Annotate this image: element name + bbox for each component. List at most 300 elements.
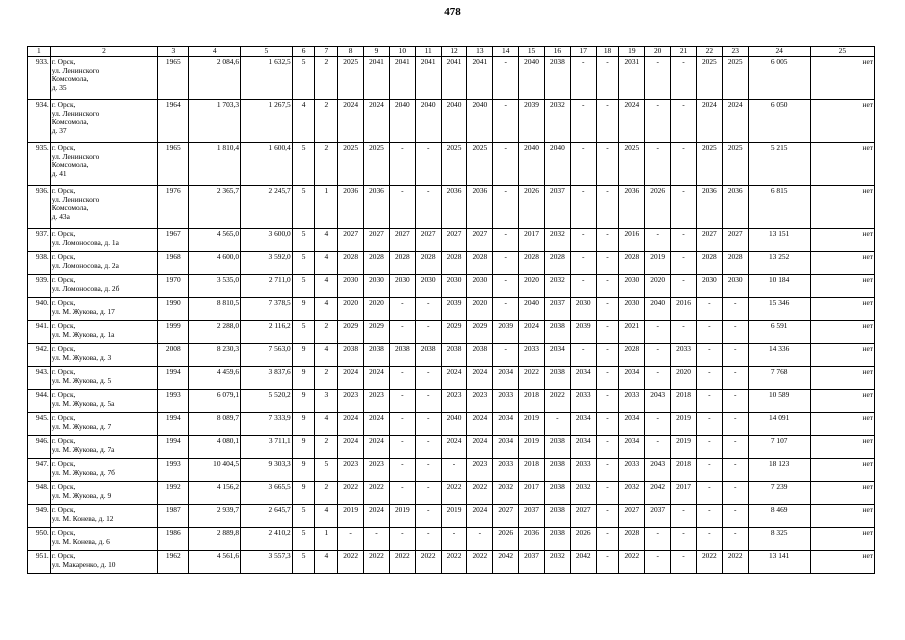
- table-cell: 2028: [544, 252, 570, 275]
- row-number-cell: 935.: [28, 143, 51, 186]
- table-cell: 2: [315, 321, 338, 344]
- table-cell: 2022: [338, 482, 364, 505]
- table-cell: 2027: [441, 229, 467, 252]
- table-cell: -: [493, 186, 519, 229]
- table-cell: 2027: [389, 229, 415, 252]
- table-cell: -: [722, 436, 748, 459]
- table-cell: 8 469: [748, 505, 810, 528]
- table-cell: 2041: [415, 57, 441, 100]
- table-cell: 5: [292, 275, 315, 298]
- table-cell: 2042: [645, 482, 671, 505]
- table-cell: 2008: [158, 344, 189, 367]
- table-cell: -: [493, 252, 519, 275]
- table-cell: 1: [315, 186, 338, 229]
- table-cell: 4 565,0: [189, 229, 241, 252]
- table-cell: 2036: [519, 528, 545, 551]
- table-cell: 2037: [544, 186, 570, 229]
- table-cell: 2027: [467, 229, 493, 252]
- column-header: 25: [810, 47, 874, 57]
- table-cell: 7 378,5: [241, 298, 293, 321]
- table-cell: -: [493, 275, 519, 298]
- table-cell: 2027: [570, 505, 596, 528]
- table-cell: 2036: [364, 186, 390, 229]
- table-cell: 2 365,7: [189, 186, 241, 229]
- table-cell: -: [415, 321, 441, 344]
- table-cell: 2 711,0: [241, 275, 293, 298]
- table-cell: нет: [810, 100, 874, 143]
- table-cell: 2024: [364, 436, 390, 459]
- table-cell: 5: [292, 186, 315, 229]
- table-cell: 2022: [338, 551, 364, 574]
- table-cell: 4: [315, 252, 338, 275]
- table-cell: 15 346: [748, 298, 810, 321]
- table-cell: нет: [810, 344, 874, 367]
- table-cell: 2025: [722, 57, 748, 100]
- table-cell: 2024: [467, 505, 493, 528]
- table-cell: нет: [810, 186, 874, 229]
- table-cell: -: [645, 321, 671, 344]
- table-cell: 4: [315, 413, 338, 436]
- page-number: 478: [444, 6, 461, 18]
- table-cell: -: [389, 298, 415, 321]
- table-cell: -: [671, 143, 697, 186]
- column-header: 11: [415, 47, 441, 57]
- table-cell: 2022: [696, 551, 722, 574]
- table-cell: 2033: [570, 390, 596, 413]
- table-cell: 1970: [158, 275, 189, 298]
- table-cell: -: [596, 505, 619, 528]
- table-cell: 1965: [158, 57, 189, 100]
- table-cell: -: [338, 528, 364, 551]
- row-number-cell: 939.: [28, 275, 51, 298]
- table-cell: 2 889,8: [189, 528, 241, 551]
- table-cell: 2028: [467, 252, 493, 275]
- table-cell: 3 837,6: [241, 367, 293, 390]
- table-cell: -: [415, 436, 441, 459]
- table-cell: 2021: [619, 321, 645, 344]
- column-header: 7: [315, 47, 338, 57]
- table-cell: 2031: [619, 57, 645, 100]
- table-cell: 2033: [519, 344, 545, 367]
- table-cell: -: [389, 528, 415, 551]
- column-header: 20: [645, 47, 671, 57]
- table-cell: 2017: [519, 482, 545, 505]
- table-cell: 2018: [519, 459, 545, 482]
- address-cell: г. Орск, ул. Ленинского Комсомола, д. 35: [50, 57, 158, 100]
- table-cell: 2022: [519, 367, 545, 390]
- table-cell: 2018: [671, 459, 697, 482]
- table-cell: 2025: [338, 57, 364, 100]
- row-number-cell: 950.: [28, 528, 51, 551]
- column-header: 8: [338, 47, 364, 57]
- column-header: 2: [50, 47, 158, 57]
- table-cell: 2024: [338, 367, 364, 390]
- table-cell: 9: [292, 459, 315, 482]
- table-cell: 2040: [645, 298, 671, 321]
- table-cell: 2041: [441, 57, 467, 100]
- table-cell: 2030: [696, 275, 722, 298]
- table-cell: 2024: [364, 367, 390, 390]
- table-cell: 2 939,7: [189, 505, 241, 528]
- table-cell: 2023: [364, 390, 390, 413]
- table-cell: 2025: [338, 143, 364, 186]
- column-header: 22: [696, 47, 722, 57]
- table-cell: 1 600,4: [241, 143, 293, 186]
- table-cell: -: [493, 100, 519, 143]
- table-cell: 2023: [467, 390, 493, 413]
- table-cell: 1999: [158, 321, 189, 344]
- table-cell: 2025: [722, 143, 748, 186]
- table-cell: 2029: [364, 321, 390, 344]
- table-cell: нет: [810, 298, 874, 321]
- table-cell: 2022: [364, 551, 390, 574]
- row-number-cell: 933.: [28, 57, 51, 100]
- table-cell: -: [671, 505, 697, 528]
- table-cell: -: [696, 390, 722, 413]
- column-header: 13: [467, 47, 493, 57]
- table-cell: 2037: [544, 298, 570, 321]
- table-cell: 2027: [619, 505, 645, 528]
- table-cell: 6 079,1: [189, 390, 241, 413]
- table-cell: 4: [315, 344, 338, 367]
- table-cell: -: [645, 344, 671, 367]
- table-cell: 2024: [338, 100, 364, 143]
- table-cell: 2025: [619, 143, 645, 186]
- table-cell: -: [722, 413, 748, 436]
- table-cell: 14 336: [748, 344, 810, 367]
- table-cell: 2034: [619, 413, 645, 436]
- table-cell: 2030: [338, 275, 364, 298]
- table-cell: 5: [292, 505, 315, 528]
- table-cell: -: [596, 436, 619, 459]
- table-cell: 2019: [645, 252, 671, 275]
- table-cell: 9: [292, 367, 315, 390]
- table-cell: -: [722, 298, 748, 321]
- table-cell: 2043: [645, 459, 671, 482]
- column-header: 9: [364, 47, 390, 57]
- table-cell: -: [544, 413, 570, 436]
- address-cell: г. Орск, ул. М. Жукова, д. 9: [50, 482, 158, 505]
- table-cell: 2022: [467, 482, 493, 505]
- table-cell: 2038: [389, 344, 415, 367]
- table-cell: 2026: [570, 528, 596, 551]
- table-cell: 2024: [619, 100, 645, 143]
- table-cell: -: [596, 551, 619, 574]
- table-cell: 2036: [467, 186, 493, 229]
- table-cell: 2032: [493, 482, 519, 505]
- table-cell: 2034: [493, 413, 519, 436]
- table-cell: 2016: [671, 298, 697, 321]
- table-cell: 2022: [441, 482, 467, 505]
- table-row: [28, 390, 875, 413]
- table-cell: -: [696, 413, 722, 436]
- table-cell: 2024: [722, 100, 748, 143]
- table-cell: 2040: [519, 143, 545, 186]
- table-cell: нет: [810, 57, 874, 100]
- table-cell: 6 591: [748, 321, 810, 344]
- table-row: [28, 505, 875, 528]
- table-cell: 2038: [467, 344, 493, 367]
- table-cell: 2: [315, 100, 338, 143]
- column-header: 4: [189, 47, 241, 57]
- table-cell: нет: [810, 275, 874, 298]
- row-number-cell: 948.: [28, 482, 51, 505]
- table-cell: 6 050: [748, 100, 810, 143]
- table-cell: 2032: [544, 229, 570, 252]
- row-number-cell: 945.: [28, 413, 51, 436]
- table-cell: 2033: [493, 390, 519, 413]
- table-cell: 10 184: [748, 275, 810, 298]
- table-cell: 2025: [364, 143, 390, 186]
- table-cell: -: [389, 367, 415, 390]
- column-header: 17: [570, 47, 596, 57]
- header-row: [28, 47, 875, 57]
- column-header: 3: [158, 47, 189, 57]
- table-cell: нет: [810, 551, 874, 574]
- table-cell: -: [570, 143, 596, 186]
- table-cell: 2043: [645, 390, 671, 413]
- table-cell: 2038: [338, 344, 364, 367]
- table-cell: -: [570, 275, 596, 298]
- table-cell: 2024: [441, 367, 467, 390]
- address-cell: г. Орск, ул. М. Жукова, д. 5: [50, 367, 158, 390]
- table-cell: 2027: [364, 229, 390, 252]
- table-cell: -: [389, 413, 415, 436]
- table-cell: -: [645, 528, 671, 551]
- table-cell: 2024: [467, 413, 493, 436]
- table-row: [28, 367, 875, 390]
- table-cell: 2030: [619, 275, 645, 298]
- table-cell: 2024: [696, 100, 722, 143]
- table-cell: 5: [292, 528, 315, 551]
- table-cell: 18 123: [748, 459, 810, 482]
- table-cell: -: [722, 390, 748, 413]
- table-cell: нет: [810, 390, 874, 413]
- table-cell: -: [671, 57, 697, 100]
- table-cell: 2022: [389, 551, 415, 574]
- address-cell: г. Орск, ул. М. Жукова, д. 3: [50, 344, 158, 367]
- table-cell: 2: [315, 482, 338, 505]
- table-cell: 5 215: [748, 143, 810, 186]
- table-cell: -: [596, 57, 619, 100]
- table-cell: -: [722, 459, 748, 482]
- row-number-cell: 938.: [28, 252, 51, 275]
- table-cell: -: [671, 252, 697, 275]
- table-cell: 3 592,0: [241, 252, 293, 275]
- table-cell: 2024: [441, 436, 467, 459]
- table-cell: 2036: [619, 186, 645, 229]
- row-number-cell: 943.: [28, 367, 51, 390]
- table-cell: -: [645, 229, 671, 252]
- table-cell: 2037: [519, 551, 545, 574]
- table-cell: 5: [292, 57, 315, 100]
- table-cell: 2038: [415, 344, 441, 367]
- table-cell: 2029: [467, 321, 493, 344]
- table-cell: 2036: [441, 186, 467, 229]
- table-cell: -: [722, 367, 748, 390]
- table-cell: 2019: [519, 413, 545, 436]
- table-cell: 2022: [619, 551, 645, 574]
- table-cell: 6 005: [748, 57, 810, 100]
- table-cell: 6 815: [748, 186, 810, 229]
- table-cell: -: [722, 505, 748, 528]
- table-cell: 2017: [519, 229, 545, 252]
- table-cell: -: [596, 298, 619, 321]
- table-cell: -: [364, 528, 390, 551]
- table-cell: 1: [315, 528, 338, 551]
- table-cell: 2028: [722, 252, 748, 275]
- table-row: [28, 528, 875, 551]
- table-row: [28, 459, 875, 482]
- table-cell: 9: [292, 436, 315, 459]
- table-cell: 2024: [338, 413, 364, 436]
- table-cell: -: [645, 143, 671, 186]
- table-cell: -: [696, 367, 722, 390]
- table-cell: 2020: [467, 298, 493, 321]
- table-cell: 2039: [441, 298, 467, 321]
- row-number-cell: 942.: [28, 344, 51, 367]
- table-row: [28, 275, 875, 298]
- table-cell: 9: [292, 413, 315, 436]
- table-cell: 2038: [364, 344, 390, 367]
- table-cell: -: [415, 505, 441, 528]
- table-cell: 2033: [619, 390, 645, 413]
- table-cell: 2025: [696, 143, 722, 186]
- column-header: 15: [519, 47, 545, 57]
- table-cell: 2040: [415, 100, 441, 143]
- column-header: 19: [619, 47, 645, 57]
- table-cell: 2019: [519, 436, 545, 459]
- table-cell: 4 459,6: [189, 367, 241, 390]
- table-cell: -: [415, 367, 441, 390]
- table-cell: 2034: [570, 367, 596, 390]
- table-cell: -: [570, 186, 596, 229]
- table-cell: -: [570, 57, 596, 100]
- table-cell: -: [596, 186, 619, 229]
- table-cell: -: [696, 436, 722, 459]
- table-cell: -: [596, 275, 619, 298]
- table-cell: 2032: [619, 482, 645, 505]
- table-cell: 4: [292, 100, 315, 143]
- table-cell: 8 325: [748, 528, 810, 551]
- table-cell: 2028: [389, 252, 415, 275]
- table-cell: 2024: [519, 321, 545, 344]
- table-cell: 2027: [415, 229, 441, 252]
- table-cell: 1994: [158, 436, 189, 459]
- address-cell: г. Орск, ул. М. Конева, д. 6: [50, 528, 158, 551]
- table-cell: -: [671, 100, 697, 143]
- table-cell: 2040: [389, 100, 415, 143]
- table-cell: -: [441, 528, 467, 551]
- table-cell: -: [415, 298, 441, 321]
- table-cell: 2038: [544, 367, 570, 390]
- table-cell: -: [645, 57, 671, 100]
- table-cell: -: [596, 390, 619, 413]
- table-cell: нет: [810, 321, 874, 344]
- table-cell: нет: [810, 229, 874, 252]
- table-cell: -: [389, 143, 415, 186]
- address-cell: г. Орск, ул. М. Жукова, д. 1а: [50, 321, 158, 344]
- column-header: 21: [671, 47, 697, 57]
- table-cell: 5: [292, 252, 315, 275]
- table-cell: 2024: [364, 413, 390, 436]
- table-cell: 2042: [493, 551, 519, 574]
- table-cell: 9: [292, 390, 315, 413]
- table-cell: 2032: [570, 482, 596, 505]
- address-cell: г. Орск, ул. Макаренко, д. 10: [50, 551, 158, 574]
- table-cell: 2041: [467, 57, 493, 100]
- row-number-cell: 946.: [28, 436, 51, 459]
- table-cell: нет: [810, 143, 874, 186]
- table-cell: нет: [810, 367, 874, 390]
- table-cell: -: [671, 321, 697, 344]
- table-cell: 2033: [619, 459, 645, 482]
- table-cell: 2030: [415, 275, 441, 298]
- table-cell: 2022: [364, 482, 390, 505]
- table-cell: -: [415, 482, 441, 505]
- table-cell: нет: [810, 252, 874, 275]
- table-cell: -: [722, 344, 748, 367]
- column-header: 23: [722, 47, 748, 57]
- table-cell: 2 084,6: [189, 57, 241, 100]
- table-cell: 2034: [619, 367, 645, 390]
- table-cell: 2024: [467, 436, 493, 459]
- table-cell: 2034: [619, 436, 645, 459]
- table-cell: -: [596, 100, 619, 143]
- table-cell: 1990: [158, 298, 189, 321]
- table-cell: -: [645, 367, 671, 390]
- address-cell: г. Орск, ул. М. Жукова, д. 7а: [50, 436, 158, 459]
- table-cell: 1994: [158, 367, 189, 390]
- table-cell: 1968: [158, 252, 189, 275]
- table-cell: 1962: [158, 551, 189, 574]
- table-cell: 2020: [364, 298, 390, 321]
- table-cell: 2023: [338, 459, 364, 482]
- table-cell: 2022: [544, 390, 570, 413]
- table-cell: 4 080,1: [189, 436, 241, 459]
- table-cell: 2033: [493, 459, 519, 482]
- table-cell: -: [570, 100, 596, 143]
- table-cell: 2034: [493, 367, 519, 390]
- address-cell: г. Орск, ул. Ленинского Комсомола, д. 37: [50, 100, 158, 143]
- table-cell: 2033: [671, 344, 697, 367]
- table-cell: 2024: [364, 505, 390, 528]
- table-cell: 4 561,6: [189, 551, 241, 574]
- table-cell: 9: [292, 482, 315, 505]
- table-cell: 2023: [364, 459, 390, 482]
- table-cell: 2034: [493, 436, 519, 459]
- address-cell: г. Орск, ул. Ленинского Комсомола, д. 41: [50, 143, 158, 186]
- table-cell: 2019: [389, 505, 415, 528]
- table-cell: 2036: [338, 186, 364, 229]
- row-number-cell: 934.: [28, 100, 51, 143]
- table-cell: -: [415, 528, 441, 551]
- table-cell: -: [645, 551, 671, 574]
- table-cell: -: [389, 186, 415, 229]
- row-number-cell: 940.: [28, 298, 51, 321]
- table-cell: 10 404,5: [189, 459, 241, 482]
- table-cell: 2 288,0: [189, 321, 241, 344]
- table-cell: нет: [810, 413, 874, 436]
- table-cell: 2022: [467, 551, 493, 574]
- table-cell: 8 810,5: [189, 298, 241, 321]
- column-header: 10: [389, 47, 415, 57]
- table-cell: 2029: [441, 321, 467, 344]
- table-cell: 2024: [364, 100, 390, 143]
- table-cell: 2030: [619, 298, 645, 321]
- table-cell: -: [671, 551, 697, 574]
- table-cell: 7 333,9: [241, 413, 293, 436]
